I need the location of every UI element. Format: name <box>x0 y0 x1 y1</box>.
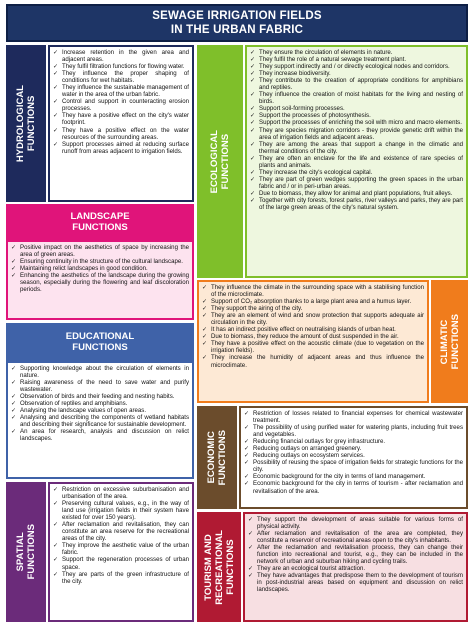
list-item: ✓ They have advantages that predispose them to the development of tourism in post-industrial areas based on equipment and discussion on relict landscapes. <box>248 572 463 593</box>
list-item: ✓ They have a positive effect on the city's water footprint. <box>53 112 189 126</box>
list-item: ✓ Control and support in counteracting erosion processes. <box>53 98 189 112</box>
landscape-panel <box>6 240 194 320</box>
list-item: ✓ Increase retention in the given area and adjacent areas. <box>53 49 189 63</box>
spatial-label: SPATIAL FUNCTIONS <box>6 482 46 622</box>
list-item: ✓ Analysing and describing the components of wetland habitats and describing their significance for sustainable development. <box>11 414 189 428</box>
spatial-panel <box>48 482 194 622</box>
list-item: ✓ Ensuring continuity in the structure of the cultural landscape. <box>11 258 189 265</box>
spatial-list <box>50 484 192 587</box>
list-item: ✓ It has an indirect positive effect on neutralising islands of urban heat. <box>202 326 424 333</box>
list-item: ✓ They contribute to the creation of appropriate conditions for amphibians and reptiles. <box>250 77 463 91</box>
list-item: ✓ They ensure the circulation of elements in nature. <box>250 49 463 56</box>
list-item: ✓ They influence the climate in the surrounding space with a stabilising function of the microclimate. <box>202 284 424 298</box>
list-item: ✓ Enhancing the aesthetics of the landscape during the growing season, especially during the flowering and leaf discoloration periods. <box>11 272 189 293</box>
list-item: ✓ They improve the aesthetic value of the urban fabric. <box>53 542 189 556</box>
economic-list <box>241 408 466 497</box>
list-item: ✓ They increase biodiversity. <box>250 70 463 77</box>
list-item: ✓ They influence the creation of moist habitats for the living and nesting of birds. <box>250 91 463 105</box>
list-item: ✓ Support processes aimed at reducing surface runoff from areas adjacent to irrigation fields. <box>53 141 189 155</box>
list-item: ✓ Restriction on excessive suburbanisation and urbanisation of the area. <box>53 486 189 500</box>
list-item: ✓ They increase the city's ecological capital. <box>250 169 463 176</box>
hydrological-label: HYDROLOGICAL FUNCTIONS <box>6 45 46 202</box>
ecological-label: ECOLOGICAL FUNCTIONS <box>197 45 243 278</box>
title-line-2: IN THE URBAN FABRIC <box>170 24 304 36</box>
list-item: ✓ Due to biomass, they allow for animal and plant populations, fruit alleys. <box>250 190 463 197</box>
list-item: ✓ Reducing outlays on arranged greenery. <box>244 445 463 452</box>
landscape-list <box>8 242 192 295</box>
list-item: ✓ Observation of reptiles and amphibians. <box>11 400 189 407</box>
list-item: ✓ Positive impact on the aesthetics of space by increasing the area of green areas. <box>11 244 189 258</box>
list-item: ✓ Observation of birds and their feeding and nesting habits. <box>11 393 189 400</box>
ecological-panel <box>245 45 468 278</box>
list-item: ✓ Reducing financial outlays for grey infrastructure. <box>244 438 463 445</box>
list-item: ✓ Together with city forests, forest parks, river valleys and parks, they are part of the large green areas of the city's natural system. <box>250 197 463 211</box>
list-item: ✓ Supporting knowledge about the circulation of elements in nature. <box>11 365 189 379</box>
tourism-panel <box>243 512 468 622</box>
title-line-1: SEWAGE IRRIGATION FIELDS <box>152 10 322 22</box>
climatic-panel <box>197 280 429 403</box>
list-item: ✓ Reducing outlays on ecosystem services. <box>244 452 463 459</box>
hydrological-list <box>50 47 192 157</box>
list-item: ✓ They have a positive effect on the water resources of the surrounding areas. <box>53 127 189 141</box>
list-item: ✓ Due to biomass, they reduce the amount of dust suspended in the air. <box>202 333 424 340</box>
economic-label: ECONOMIC FUNCTIONS <box>197 406 237 509</box>
list-item: ✓ Maintaining relict landscapes in good condition. <box>11 265 189 272</box>
list-item: ✓ The possibility of using purified water for watering plants, including fruit trees and vegetables. <box>244 424 463 438</box>
list-item: ✓ They have a positive effect on the acoustic climate (due to vegetation on the irrigation fields). <box>202 340 424 354</box>
list-item: ✓ They influence the proper shaping of conditions for wet habitats. <box>53 70 189 84</box>
list-item: ✓ They fulfil the role of a natural sewage treatment plant. <box>250 56 463 63</box>
list-item: ✓ They support the development of areas suitable for various forms of physical activity. <box>248 516 463 530</box>
list-item: ✓ They are part of green wedges supporting the green spaces in the urban fabric and / or in peri-urban areas. <box>250 176 463 190</box>
list-item: ✓ Analysing the landscape values of open areas. <box>11 407 189 414</box>
list-item: ✓ Support soil-forming processes. <box>250 105 463 112</box>
list-item: ✓ Economic background for the city in terms of land management. <box>244 473 463 480</box>
educational-label: EDUCATIONAL FUNCTIONS <box>6 323 194 361</box>
list-item: ✓ They increase the humidity of adjacent areas and thus influence the microclimate. <box>202 354 424 368</box>
list-item: ✓ They are among the areas that support a change in the climatic and thermal conditions of the city. <box>250 141 463 155</box>
list-item: ✓ After reclamation and revitalisation, they can constitute an area reserve for the recreational areas of the city. <box>53 521 189 542</box>
list-item: ✓ After the reclamation and revitalisation process, they can change their function into recreational and tourist, e.g., they can be included in the network of urban and suburban hiking and cycling trails. <box>248 544 463 565</box>
tourism-label: TOURISM AND RECREATIONAL FUNCTIONS <box>197 512 241 622</box>
list-item: ✓ They are an ecological tourist attraction. <box>248 565 463 572</box>
educational-list <box>8 363 192 445</box>
list-item: ✓ An area for research, analysis and discussion on relict landscapes. <box>11 428 189 442</box>
ecological-list <box>247 47 466 213</box>
climatic-list <box>199 282 427 371</box>
hydrological-panel <box>48 45 194 202</box>
list-item: ✓ They are an element of wind and snow protection that supports adequate air circulation in the city. <box>202 312 424 326</box>
list-item: ✓ They fulfil filtration functions for flowing water. <box>53 63 189 70</box>
tourism-list <box>245 514 466 596</box>
economic-panel <box>239 406 468 509</box>
list-item: ✓ They support the airing of the city. <box>202 305 424 312</box>
climatic-label: CLIMATIC FUNCTIONS <box>431 280 468 403</box>
list-item: ✓ They influence the sustainable management of water in the area of the urban fabric. <box>53 84 189 98</box>
list-item: ✓ They support indirectly and / or directly ecological nodes and corridors. <box>250 63 463 70</box>
list-item: ✓ Support the processes of photosynthesis. <box>250 112 463 119</box>
list-item: ✓ Support of CO₂ absorption thanks to a large plant area and a humus layer. <box>202 298 424 305</box>
list-item: ✓ Support the processes of enriching the soil with micro and macro elements. <box>250 119 463 126</box>
list-item: ✓ After reclamation and revitalisation of the area are completed, they constitute a reservoir of recreational areas open to the city's inhabitants. <box>248 530 463 544</box>
list-item: ✓ Possibility of reusing the space of irrigation fields for strategic functions for the city. <box>244 459 463 473</box>
list-item: ✓ Support the regeneration processes of urban space. <box>53 556 189 570</box>
landscape-label: LANDSCAPE FUNCTIONS <box>6 204 194 240</box>
list-item: ✓ They are species migration corridors - they provide genetic drift within the area of irrigation fields and adjacent areas. <box>250 127 463 141</box>
list-item: ✓ Restriction of losses related to financial expenses for chemical wastewater treatment. <box>244 410 463 424</box>
list-item: ✓ Raising awareness of the need to save water and purify wastewater. <box>11 379 189 393</box>
educational-panel <box>6 361 194 479</box>
page-title <box>6 4 468 42</box>
list-item: ✓ Preserving cultural values, e.g., in the way of land use (irrigation fields in their system have existed for over 150 years). <box>53 500 189 521</box>
list-item: ✓ They are often an enclave for the life and existence of rare species of plants and animals. <box>250 155 463 169</box>
list-item: ✓ They are parts of the green infrastructure of the city. <box>53 571 189 585</box>
list-item: ✓ Economic background for the city in terms of tourism - after reclamation and revitalisation of the area. <box>244 480 463 494</box>
